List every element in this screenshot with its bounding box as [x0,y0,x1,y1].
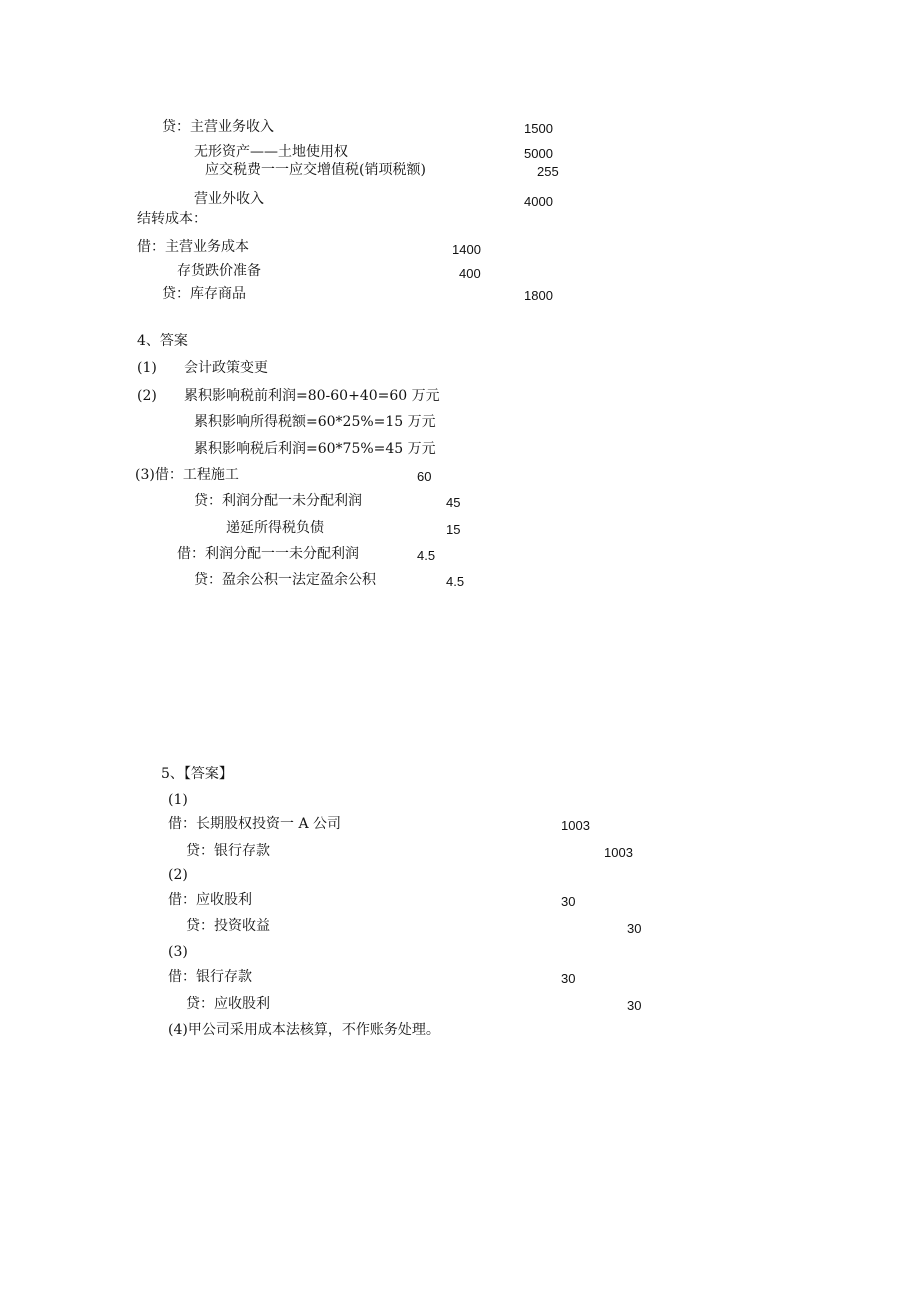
entry-text: (3)借：工程施工 [135,467,239,483]
entry-text: (4)甲公司采用成本法核算，不作账务处理。 [168,1022,440,1038]
item-text: 累积影响税前利润=80-60+40=60 万元 [184,388,440,404]
entry-amount: 1500 [524,121,553,136]
entry-amount: 30 [627,921,642,936]
entry-text: 存货跌价准备 [177,263,261,279]
entry-text: 借：利润分配一一未分配利润 [177,546,359,562]
entry-text: 递延所得税负债 [226,520,324,536]
entry-amount: 30 [561,971,576,986]
entry-amount: 30 [561,894,576,909]
entry-amount: 15 [446,522,461,537]
item-text: 会计政策变更 [184,360,268,376]
entry-text: 借：主营业务成本 [137,239,249,255]
entry-amount: 1400 [452,242,481,257]
entry-text: 营业外收入 [194,191,264,207]
section-title: 5、【答案】 [161,766,233,782]
entry-text: 贷：应收股利 [186,996,270,1012]
entry-amount: 45 [446,495,461,510]
entry-amount: 400 [459,266,481,281]
entry-text: 借：银行存款 [168,969,252,985]
entry-amount: 255 [537,164,559,179]
entry-amount: 1800 [524,288,553,303]
entry-text: 贷：库存商品 [162,286,246,302]
entry-text: 贷：主营业务收入 [162,119,274,135]
entry-amount: 30 [627,998,642,1013]
item-text: 累积影响所得税额=60*25%=15 万元 [194,414,436,430]
entry-amount: 4.5 [417,548,436,563]
entry-amount: 4.5 [446,574,465,589]
entry-amount: 4000 [524,194,553,209]
item-number: (1) [168,792,188,808]
entry-text: 无形资产——土地使用权 [194,144,348,160]
item-number: (3) [168,944,188,960]
entry-text: 贷：盈余公积一法定盈余公积 [194,572,376,588]
entry-amount: 5000 [524,146,553,161]
entry-text: 贷：银行存款 [186,843,270,859]
item-number: (2) [168,867,188,883]
section-title: 4、答案 [137,333,188,349]
item-number: (1) [137,360,157,376]
entry-amount: 1003 [604,845,633,860]
entry-amount: 60 [417,469,432,484]
entry-amount: 1003 [561,818,590,833]
item-number: (2) [137,388,157,404]
entry-heading: 结转成本： [137,211,207,227]
entry-text: 贷：利润分配一未分配利润 [194,493,362,509]
entry-text: 借：应收股利 [168,892,252,908]
entry-text: 借：长期股权投资一 A 公司 [168,816,342,832]
item-text: 累积影响税后利润=60*75%=45 万元 [194,441,436,457]
entry-text: 应交税费一一应交增值税(销项税额) [205,162,426,178]
entry-text: 贷：投资收益 [186,918,270,934]
